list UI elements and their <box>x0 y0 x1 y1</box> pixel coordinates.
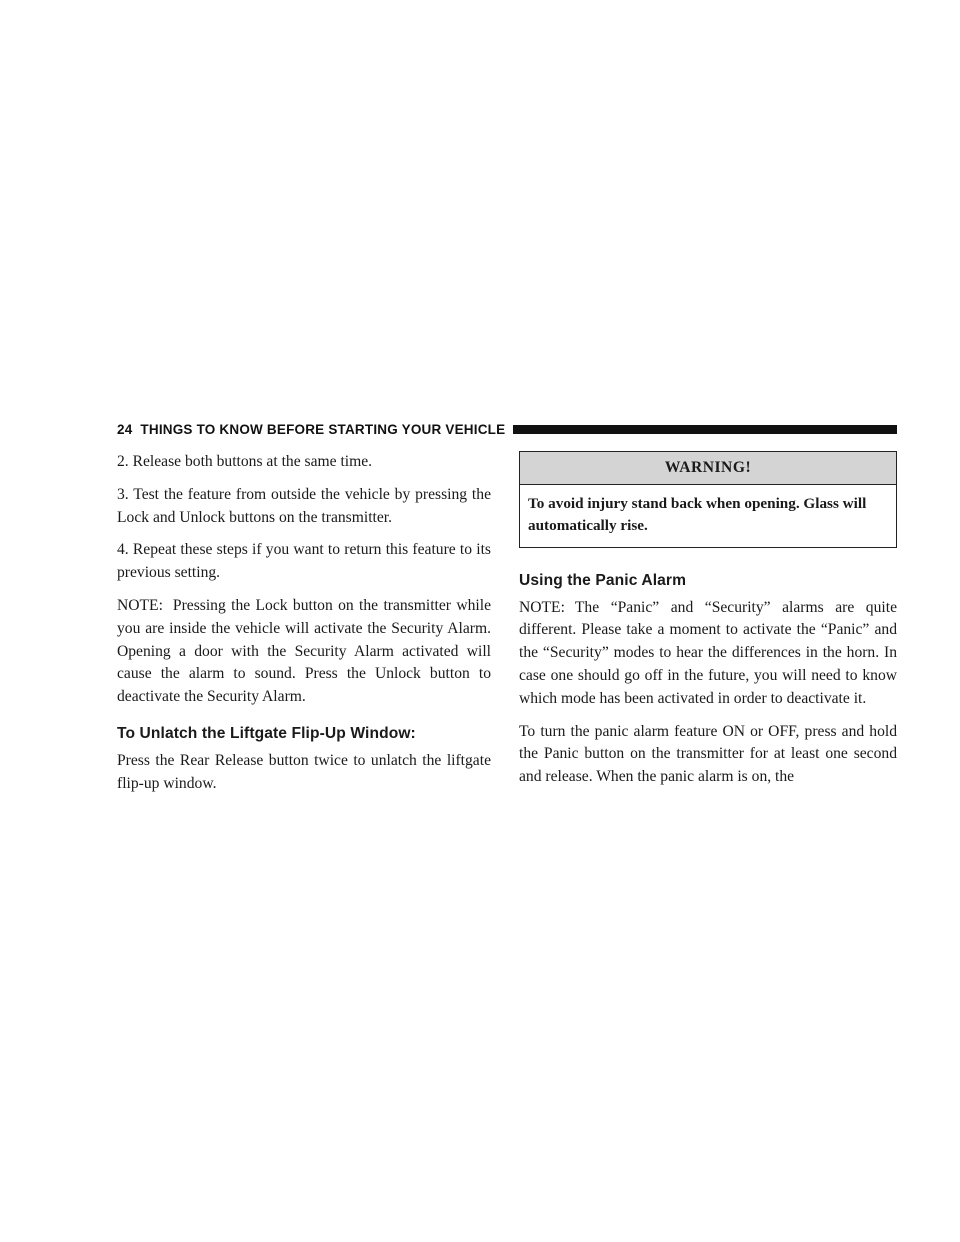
liftgate-text: Press the Rear Release button twice to unlatch the liftgate flip-up window. <box>117 751 491 792</box>
step-4: 4. Repeat these steps if you want to return this feature to its previous setting. <box>117 541 491 582</box>
security-note <box>117 595 491 709</box>
step-3: 3. Test the feature from outside the vehicle by pressing the Lock and Unlock buttons on the transmitter. <box>117 485 491 526</box>
panic-heading: Using the Panic Alarm <box>519 571 687 589</box>
header-rule <box>513 425 897 434</box>
left-column <box>117 451 491 805</box>
warning-text: To avoid injury stand back when opening. Glass will automatically rise. <box>528 494 867 534</box>
liftgate-heading: To Unlatch the Liftgate Flip-Up Window: <box>117 724 416 742</box>
note-text: Pressing the Lock button on the transmitter while you are inside the vehicle will activate the Security Alarm. Opening a door with the Security Alarm activated will cause the alarm to sound. Press the Unlock button to deactivate the Security Alarm. <box>117 596 491 706</box>
page-header <box>117 420 897 438</box>
step-2: 2. Release both buttons at the same time. <box>117 453 373 470</box>
note-label: NOTE: <box>117 596 163 614</box>
warning-box <box>519 451 897 548</box>
panic-text: To turn the panic alarm feature ON or OFF, press and hold the Panic button on the transmitter for at least one second and release. When the panic alarm is on, the <box>519 722 897 786</box>
note-text: The “Panic” and “Security” alarms are quite different. Please take a moment to activate the “Panic” and the “Security” modes to hear the differences in the horn. In case one should go off in the future, you will need to know which mode has been activated in order to deactivate it. <box>519 598 897 707</box>
section-title: THINGS TO KNOW BEFORE STARTING YOUR VEHICLE <box>140 421 506 437</box>
warning-title: WARNING! <box>520 452 896 485</box>
right-column <box>519 451 897 799</box>
note-label: NOTE: <box>519 598 565 616</box>
page-number: 24 <box>117 421 133 437</box>
panic-note <box>519 597 897 711</box>
